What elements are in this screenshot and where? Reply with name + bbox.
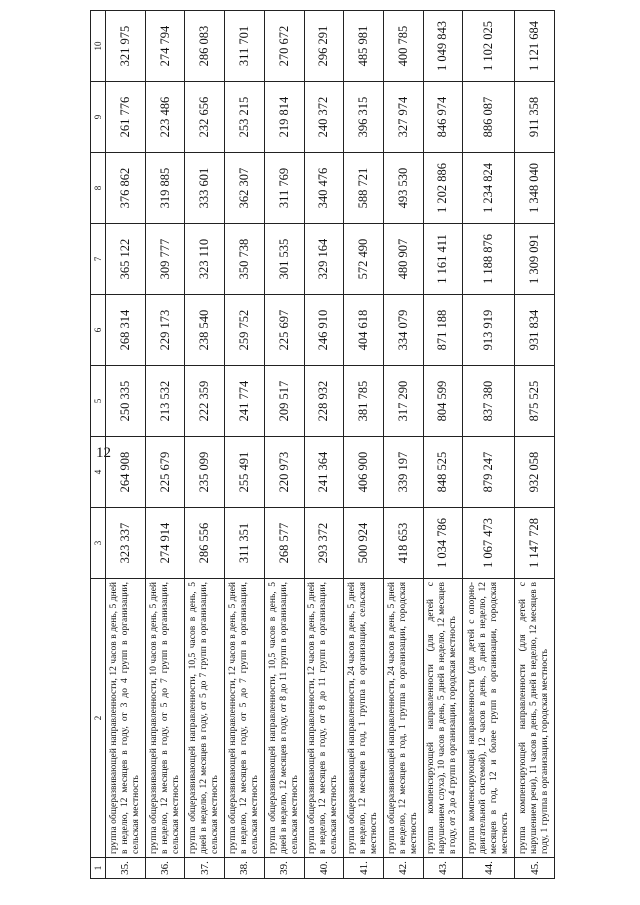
value-cell: 301 535 [264, 224, 304, 295]
value-cell: 329 164 [304, 224, 344, 295]
value-cell: 323 337 [106, 508, 146, 579]
group-description-cell: группа общеразвивающей направленности, 12 часов в день, 5 дней в неделю, 12 месяцев в году, от 5 до 7 групп в организации, сельская местность [225, 579, 265, 858]
value-cell: 871 188 [423, 295, 463, 366]
value-cell: 213 532 [145, 366, 185, 437]
value-cell: 588 721 [344, 153, 384, 224]
value-cell: 222 359 [185, 366, 225, 437]
value-cell: 219 814 [264, 82, 304, 153]
value-cell: 311 351 [225, 508, 265, 579]
value-cell: 837 380 [463, 366, 515, 437]
group-description-cell: группа компенсирующей направленности (для детей с нарушением слуха), 10 часов в день, 5 дней в неделю, 12 месяцев в году, от 3 до 4 групп в организации, городская местность [423, 579, 463, 858]
value-cell: 1 188 876 [463, 224, 515, 295]
value-cell: 293 372 [304, 508, 344, 579]
column-number-row [91, 11, 106, 879]
row-number-cell: 44. [463, 858, 515, 879]
page-number: 12 [96, 445, 111, 461]
value-cell: 931 834 [515, 295, 555, 366]
value-cell: 875 525 [515, 366, 555, 437]
table-row [145, 11, 185, 879]
value-cell: 296 291 [304, 11, 344, 82]
rotated-table-sheet [90, 11, 555, 879]
value-cell: 270 672 [264, 11, 304, 82]
value-cell: 225 679 [145, 437, 185, 508]
value-cell: 334 079 [383, 295, 423, 366]
row-number-cell: 41. [344, 858, 384, 879]
table-row [264, 11, 304, 879]
value-cell: 406 900 [344, 437, 384, 508]
group-description-cell: группа общеразвивающей направленности, 10,5 часов в день, 5 дней в неделю, 12 месяцев в году, от 5 до 7 групп в организации, сельская местность [185, 579, 225, 858]
value-cell: 241 774 [225, 366, 265, 437]
column-number: 1 [91, 858, 106, 879]
value-cell: 879 247 [463, 437, 515, 508]
table-row [515, 11, 555, 879]
value-cell: 238 540 [185, 295, 225, 366]
row-number-cell: 40. [304, 858, 344, 879]
value-cell: 321 975 [106, 11, 146, 82]
column-number: 3 [91, 508, 106, 579]
value-cell: 240 372 [304, 82, 344, 153]
table-row [383, 11, 423, 879]
value-cell: 333 601 [185, 153, 225, 224]
value-cell: 1 034 786 [423, 508, 463, 579]
group-description-cell: группа общеразвивающей направленности, 12 часов в день, 5 дней в неделю, 12 месяцев в году, от 8 до 11 групп в организации, сельская местность [304, 579, 344, 858]
value-cell: 268 314 [106, 295, 146, 366]
column-number: 2 [91, 579, 106, 858]
value-cell: 246 910 [304, 295, 344, 366]
value-cell: 376 862 [106, 153, 146, 224]
value-cell: 932 058 [515, 437, 555, 508]
value-cell: 396 315 [344, 82, 384, 153]
value-cell: 404 618 [344, 295, 384, 366]
value-cell: 220 973 [264, 437, 304, 508]
value-cell: 381 785 [344, 366, 384, 437]
value-cell: 311 701 [225, 11, 265, 82]
value-cell: 480 907 [383, 224, 423, 295]
value-cell: 323 110 [185, 224, 225, 295]
value-cell: 1 348 040 [515, 153, 555, 224]
value-cell: 911 358 [515, 82, 555, 153]
value-cell: 418 653 [383, 508, 423, 579]
column-number: 4 [91, 437, 106, 508]
value-cell: 1 102 025 [463, 11, 515, 82]
value-cell: 223 486 [145, 82, 185, 153]
value-cell: 340 476 [304, 153, 344, 224]
column-number: 6 [91, 295, 106, 366]
value-cell: 229 173 [145, 295, 185, 366]
column-number: 9 [91, 82, 106, 153]
table-row [106, 11, 146, 879]
value-cell: 485 981 [344, 11, 384, 82]
group-description-cell: группа компенсирующей направленности (для детей с нарушением речи), 11 часов в день, 5 дней в неделю, 12 месяцев в году, 1 группа в организации, городская местность [515, 579, 555, 858]
group-description-cell: группа общеразвивающей направленности, 24 часов в день, 5 дней в неделю, 12 месяцев в год, 1 группа в организации, городская местность [383, 579, 423, 858]
table-row [423, 11, 463, 879]
value-cell: 400 785 [383, 11, 423, 82]
value-cell: 1 202 886 [423, 153, 463, 224]
value-cell: 1 147 728 [515, 508, 555, 579]
value-cell: 286 556 [185, 508, 225, 579]
value-cell: 327 974 [383, 82, 423, 153]
group-description-cell: группа компенсирующей направленности (для детей с опорно-двигательной системой), 12 часов в день, 5 дней в неделю, 12 месяцев в год, 12 и более групп в организации, городская местность [463, 579, 515, 858]
row-number-cell: 43. [423, 858, 463, 879]
data-table [90, 10, 555, 879]
value-cell: 228 932 [304, 366, 344, 437]
value-cell: 261 776 [106, 82, 146, 153]
row-number-cell: 35. [106, 858, 146, 879]
value-cell: 274 794 [145, 11, 185, 82]
value-cell: 913 919 [463, 295, 515, 366]
value-cell: 1 234 824 [463, 153, 515, 224]
column-number: 10 [91, 11, 106, 82]
value-cell: 350 738 [225, 224, 265, 295]
value-cell: 1 161 411 [423, 224, 463, 295]
value-cell: 493 530 [383, 153, 423, 224]
value-cell: 1 121 684 [515, 11, 555, 82]
row-number-cell: 37. [185, 858, 225, 879]
group-description-cell: группа общеразвивающей направленности, 10 часов в день, 5 дней в неделю, 12 месяцев в году, от 5 до 7 групп в организации, сельская местность [145, 579, 185, 858]
group-description-cell: группа общеразвивающей направленности, 10,5 часов в день, 5 дней в неделю, 12 месяцев в году, от 8 до 11 групп в организации, сельская местность [264, 579, 304, 858]
value-cell: 1 067 473 [463, 508, 515, 579]
value-cell: 209 517 [264, 366, 304, 437]
value-cell: 286 083 [185, 11, 225, 82]
value-cell: 500 924 [344, 508, 384, 579]
row-number-cell: 36. [145, 858, 185, 879]
value-cell: 848 525 [423, 437, 463, 508]
value-cell: 250 335 [106, 366, 146, 437]
value-cell: 225 697 [264, 295, 304, 366]
value-cell: 259 752 [225, 295, 265, 366]
value-cell: 572 490 [344, 224, 384, 295]
value-cell: 365 122 [106, 224, 146, 295]
row-number-cell: 42. [383, 858, 423, 879]
value-cell: 319 885 [145, 153, 185, 224]
value-cell: 268 577 [264, 508, 304, 579]
column-number: 8 [91, 153, 106, 224]
value-cell: 253 215 [225, 82, 265, 153]
column-number: 5 [91, 366, 106, 437]
table-row [304, 11, 344, 879]
value-cell: 309 777 [145, 224, 185, 295]
row-number-cell: 38. [225, 858, 265, 879]
value-cell: 804 599 [423, 366, 463, 437]
value-cell: 339 197 [383, 437, 423, 508]
row-number-cell: 45. [515, 858, 555, 879]
value-cell: 241 364 [304, 437, 344, 508]
value-cell: 311 769 [264, 153, 304, 224]
table-row [344, 11, 384, 879]
value-cell: 1 309 091 [515, 224, 555, 295]
value-cell: 264 908 [106, 437, 146, 508]
value-cell: 846 974 [423, 82, 463, 153]
group-description-cell: группа общеразвивающей направленности, 12 часов в день, 5 дней в неделю, 12 месяцев в году, от 3 до 4 групп в организации, сельская местность [106, 579, 146, 858]
value-cell: 232 656 [185, 82, 225, 153]
table-row [225, 11, 265, 879]
row-number-cell: 39. [264, 858, 304, 879]
group-description-cell: группа общеразвивающей направленности, 24 часов в день, 5 дней в неделю, 12 месяцев в год, 1 группа в организации, сельская местность [344, 579, 384, 858]
value-cell: 886 087 [463, 82, 515, 153]
table-row [185, 11, 225, 879]
column-number: 7 [91, 224, 106, 295]
value-cell: 255 491 [225, 437, 265, 508]
value-cell: 1 049 843 [423, 11, 463, 82]
table-row [463, 11, 515, 879]
value-cell: 235 099 [185, 437, 225, 508]
value-cell: 362 307 [225, 153, 265, 224]
value-cell: 317 290 [383, 366, 423, 437]
value-cell: 274 914 [145, 508, 185, 579]
